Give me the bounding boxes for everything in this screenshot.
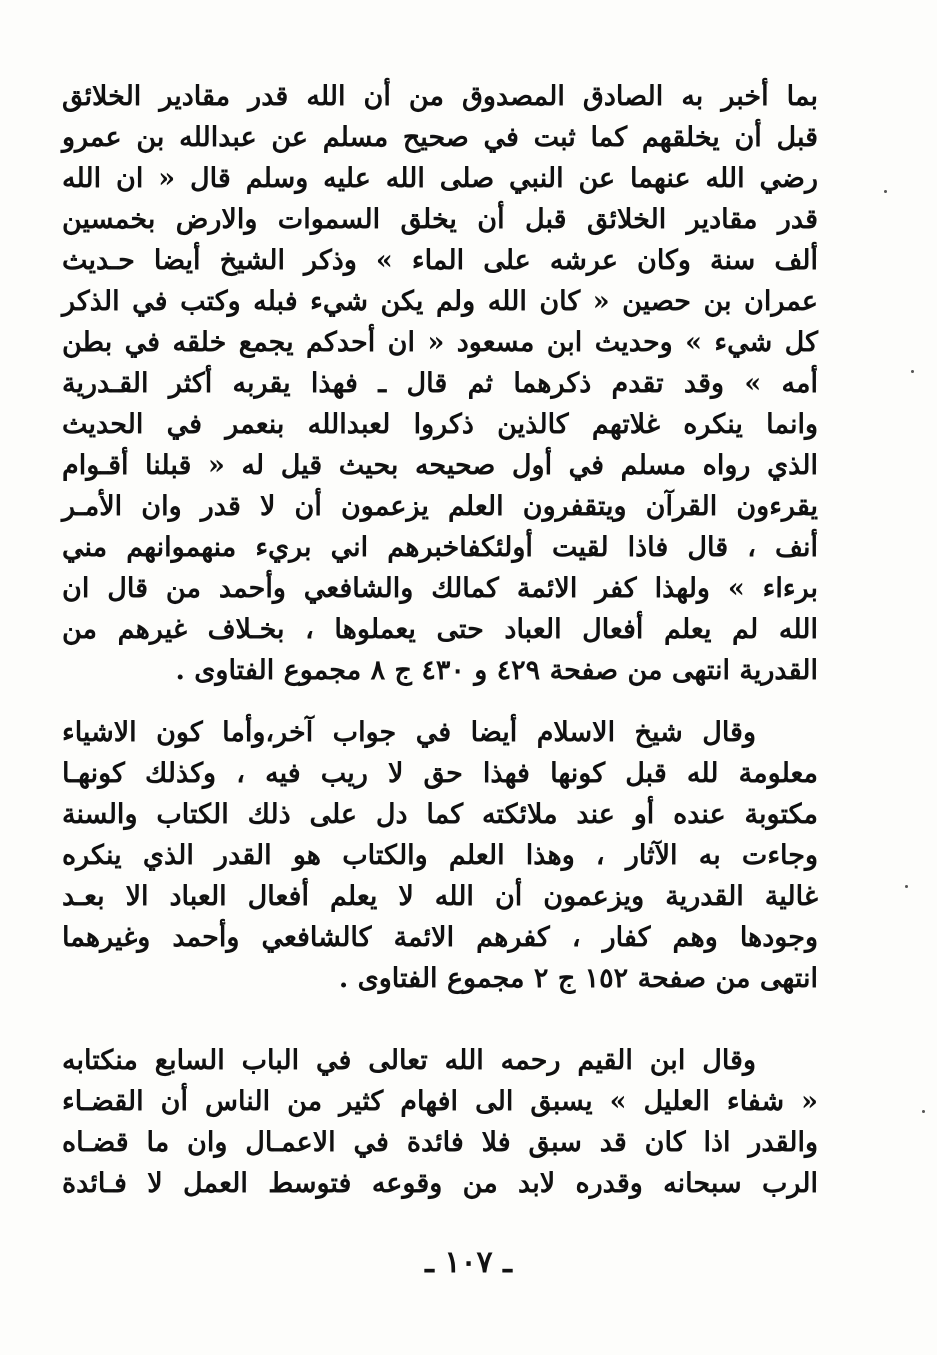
text-line: أنف ، قال فاذا لقيت أولئكفاخبرهم اني بريء منهموانهم مني xyxy=(62,532,818,563)
text-line: برءاء » ولهذا كفر الائمة كمالك والشافعي وأحمد من قال ان xyxy=(62,573,818,604)
text-line: بما أخبر به الصادق المصدوق من أن الله قدر مقادير الخلائق xyxy=(62,81,818,112)
text-line: قبل أن يخلقهم كما ثبت في صحيح مسلم عن عبدالله بن عمرو xyxy=(62,122,818,153)
text-line: الذي رواه مسلم في أول صحيحه بحيث قيل له « قبلنا أقـوام xyxy=(62,450,818,481)
text-line: عمران بن حصين « كان الله ولم يكن شيء فبله وكتب في الذكر xyxy=(62,286,818,317)
text-line: رضي الله عنهما عن النبي صلى الله عليه وسلم قال « ان الله xyxy=(62,163,818,194)
text-line: الرب سبحانه وقدره لابد من وقوعه فتوسط العمل لا فـائدة xyxy=(62,1168,818,1199)
text-line: وانما ينكره غلاتهم كالذين ذكروا لعبدالله بنعمر في الحديث xyxy=(62,409,818,440)
page-number: ـ ١٠٧ ـ xyxy=(425,1245,512,1280)
text-line: القدرية انتهى من صفحة ٤٢٩ و ٤٣٠ ج ٨ مجموع الفتاوى . xyxy=(175,655,818,686)
paragraph-3 xyxy=(62,1040,818,1204)
text-line: انتهى من صفحة ١٥٢ ج ٢ مجموع الفتاوى . xyxy=(338,963,818,994)
text-line: كل شيء » وحديث ابن مسعود « ان أحدكم يجمع خلقه في بطن xyxy=(62,327,818,358)
text-line: وقال شيخ الاسلام أيضا في جواب آخر،وأما كون الاشياء xyxy=(62,717,756,748)
text-line: وقال ابن القيم رحمه الله تعالى في الباب السابع منكتابه xyxy=(62,1045,756,1076)
text-line: ألف سنة وكان عرشه على الماء » وذكر الشيخ أيضا حـديث xyxy=(62,245,818,276)
text-line: أمه » وقد تقدم ذكرهما ثم قال ـ فهذا يقربه أكثر القـدرية xyxy=(62,368,818,399)
text-line: معلومة لله قبل كونها فهذا حق لا ريب فيه ، وكذلك كونهـا xyxy=(62,758,818,789)
text-line: مكتوبة عنده أو عند ملائكته كما دل على ذلك الكتاب والسنة xyxy=(62,799,818,830)
text-line: « شفاء العليل » يسبق الى افهام كثير من الناس أن القضـاء xyxy=(62,1086,818,1117)
scan-speck xyxy=(905,885,908,888)
scan-speck xyxy=(922,1110,925,1113)
text-line: غالية القدرية ويزعمون أن الله لا يعلم أفعال العباد الا بعـد xyxy=(62,881,818,912)
scan-speck xyxy=(884,190,887,193)
text-line: وجاءت به الآثار ، وهذا العلم والكتاب هو القدر الذي ينكره xyxy=(62,840,818,871)
text-line: والقدر اذا كان قد سبق فلا فائدة في الاعمـال وان ما قضـاه xyxy=(62,1127,818,1158)
text-line: وجودها وهم كفار ، كفرهم الائمة كالشافعي وأحمد وغيرهما xyxy=(62,922,818,953)
scan-speck xyxy=(911,370,914,373)
text-line: يقرءون القرآن ويتقفرون العلم يزعمون أن لا قدر وان الأمـر xyxy=(62,491,818,522)
text-line: الله لم يعلم أفعال العباد حتى يعملوها ، بخـلاف غيرهم من xyxy=(62,614,818,645)
paragraph-2 xyxy=(62,712,818,999)
paragraph-1 xyxy=(62,76,818,691)
text-line: قدر مقادير الخلائق قبل أن يخلق السموات والارض بخمسين xyxy=(62,204,818,235)
